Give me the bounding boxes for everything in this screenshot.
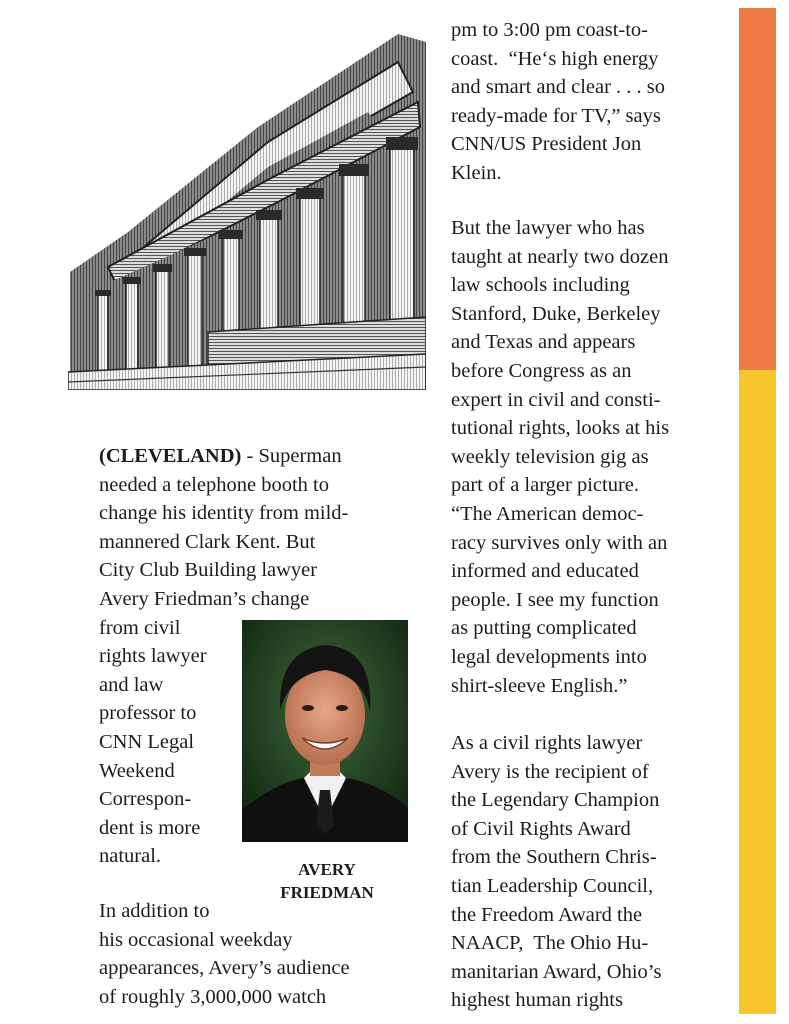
right-para2-line: part of a larger picture. <box>451 474 640 497</box>
right-para1-line: pm to 3:00 pm coast-to- <box>451 19 649 41</box>
right-para3-line: Avery is the recipient of <box>451 760 649 783</box>
dateline: (CLEVELAND) <box>99 445 242 467</box>
portrait-caption <box>262 858 392 904</box>
right-para1-line: ready-made for TV,” says <box>451 104 661 127</box>
color-bar-top <box>739 8 776 370</box>
right-para3-line: from the Southern Chris- <box>451 846 657 869</box>
left-para2-line: In addition to <box>99 900 210 922</box>
right-para3-line: the Freedom Award the <box>451 903 643 926</box>
left-wrap-line: Correspon- <box>99 788 192 811</box>
left-para1-line: City Club Building lawyer <box>99 559 318 582</box>
color-bar-bottom <box>739 370 776 1014</box>
left-para1-first-rest: - Superman <box>241 445 342 467</box>
left-para1-line: mannered Clark Kent. But <box>99 530 316 553</box>
right-para2-line: as putting complicated <box>451 617 637 640</box>
right-para3-line: highest human rights <box>451 989 623 1012</box>
right-para3-line: manitarian Award, Ohio’s <box>451 960 662 983</box>
right-para3-line: NAACP, The Ohio Hu- <box>451 932 649 955</box>
right-para1-line: Klein. <box>451 162 502 184</box>
left-wrap-line: CNN Legal <box>99 731 195 753</box>
left-wrap-line: rights lawyer <box>99 645 207 668</box>
left-wrap-line: Weekend <box>99 759 175 782</box>
left-wrap-line: dent is more <box>99 816 201 839</box>
right-para3-line: of Civil Rights Award <box>451 817 631 840</box>
left-para1-line: needed a telephone booth to <box>99 473 329 496</box>
left-wrap-line: from civil <box>99 616 181 639</box>
right-para3-line: the Legendary Champion <box>451 789 660 812</box>
right-para2-line: expert in civil and consti- <box>451 388 661 411</box>
left-para1-first-line <box>99 442 342 471</box>
left-para1-line: Avery Friedman’s change <box>99 588 310 610</box>
right-para3-line: As a civil rights lawyer <box>451 732 643 754</box>
right-para2-line: people. I see my function <box>451 588 659 611</box>
right-para2-line: racy survives only with an <box>451 531 668 554</box>
right-para2-line: tutional rights, looks at his <box>451 417 670 440</box>
right-para1-line: and smart and clear . . . so <box>451 76 666 99</box>
right-para2-line: shirt-sleeve English.” <box>451 674 628 697</box>
right-para2-line: legal developments into <box>451 646 647 668</box>
left-wrap-line: natural. <box>99 845 162 868</box>
right-para2-line: taught at nearly two dozen <box>451 245 669 268</box>
caption-first-name: AVERY <box>298 860 356 879</box>
right-para2-line: Stanford, Duke, Berkeley <box>451 302 661 325</box>
left-para1-line: change his identity from mild- <box>99 502 349 525</box>
right-para2-line: But the lawyer who has <box>451 217 645 239</box>
caption-last-name: FRIEDMAN <box>280 883 374 902</box>
right-para2-line: “The American democ- <box>451 503 644 525</box>
right-para1-line: CNN/US President Jon <box>451 133 642 156</box>
left-para2-line: his occasional weekday <box>99 928 293 951</box>
right-para2-line: before Congress as an <box>451 360 632 382</box>
courthouse-engraving-icon <box>68 32 426 390</box>
left-para2-line: appearances, Avery’s audience <box>99 957 350 980</box>
right-para2-line: and Texas and appears <box>451 331 636 354</box>
right-para2-line: informed and educated <box>451 560 639 583</box>
left-wrap-line: professor to <box>99 702 197 725</box>
right-para3-line: tian Leadership Council, <box>451 875 654 897</box>
left-para2-line: of roughly 3,000,000 watch <box>99 985 327 1008</box>
right-para2-line: weekly television gig as <box>451 445 649 468</box>
right-para1-line: coast. “He‘s high energy <box>451 47 659 70</box>
left-wrap-line: and law <box>99 673 164 696</box>
portrait-photo-icon <box>242 620 408 842</box>
right-para2-line: law schools including <box>451 274 630 297</box>
